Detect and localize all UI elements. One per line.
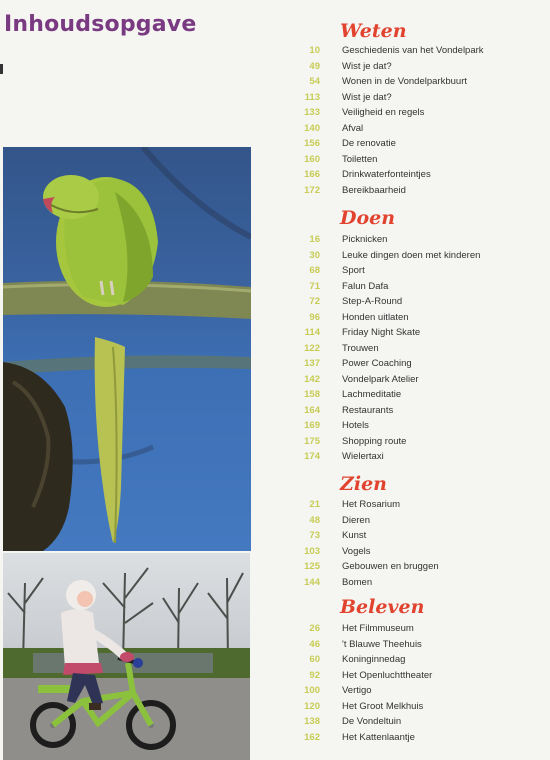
page-number: 125 xyxy=(304,561,320,572)
toc-entry xyxy=(300,559,540,574)
page-number: 172 xyxy=(304,184,320,196)
page-edge-mark xyxy=(0,64,3,74)
entry-label: De Vondeltuin xyxy=(342,716,402,727)
entry-label: Het Kattenlaantje xyxy=(342,731,415,743)
toc-entry xyxy=(300,121,540,136)
entry-label: Vondelpark Atelier xyxy=(342,373,419,385)
toc-entry xyxy=(300,90,540,105)
entry-label: Het Rosarium xyxy=(342,499,401,510)
page-number: 169 xyxy=(304,420,320,431)
entry-label: Dieren xyxy=(342,514,370,526)
page-number: 144 xyxy=(304,576,320,588)
toc-entry xyxy=(300,263,540,278)
toc-entry xyxy=(300,387,540,402)
entry-label: Picknicken xyxy=(342,234,388,245)
entry-label: Restaurants xyxy=(342,404,394,416)
toc-entry xyxy=(300,528,540,543)
toc-entry xyxy=(300,136,540,151)
entry-label: Wist je dat? xyxy=(342,60,392,72)
entry-label: Het Groot Melkhuis xyxy=(342,700,424,712)
entry-label: Het Filmmuseum xyxy=(342,623,414,634)
toc-entry xyxy=(300,652,540,667)
toc-entry xyxy=(300,403,540,418)
page-number: 16 xyxy=(309,234,320,245)
toc-entry xyxy=(300,699,540,714)
page-number: 21 xyxy=(309,499,320,510)
toc-entry xyxy=(300,294,540,309)
entry-label: Toiletten xyxy=(342,153,378,165)
page-number: 92 xyxy=(309,669,320,681)
entry-label: 't Blauwe Theehuis xyxy=(342,638,422,650)
page-number: 122 xyxy=(304,342,320,354)
page-number: 103 xyxy=(304,545,320,557)
entry-label: Afval xyxy=(342,122,364,134)
toc-entry xyxy=(300,372,540,387)
page-number: 133 xyxy=(304,107,320,118)
entry-label: Leuke dingen doen met kinderen xyxy=(342,249,481,261)
entry-label: Lachmeditatie xyxy=(342,389,402,400)
toc-entry xyxy=(300,714,540,729)
page-number: 138 xyxy=(304,716,320,727)
page-number: 162 xyxy=(304,731,320,743)
entry-label: Veiligheid en regels xyxy=(342,107,425,118)
entry-label: Step-A-Round xyxy=(342,296,403,307)
entry-label: Geschiedenis van het Vondelpark xyxy=(342,45,484,56)
toc-entry xyxy=(300,248,540,263)
page-number: 72 xyxy=(309,296,320,307)
toc-entry xyxy=(300,152,540,167)
toc-entry xyxy=(300,668,540,683)
toc-entry xyxy=(300,325,540,340)
entry-label: Trouwen xyxy=(342,342,379,354)
toc-entry xyxy=(300,621,540,636)
entry-label: Wonen in de Vondelparkbuurt xyxy=(342,76,467,87)
page-number: 175 xyxy=(304,435,320,447)
page-number: 73 xyxy=(309,530,320,541)
toc-entry xyxy=(300,105,540,120)
page-number: 68 xyxy=(309,265,320,276)
page-number: 49 xyxy=(309,60,320,72)
toc-entry xyxy=(300,279,540,294)
entry-label: Falun Dafa xyxy=(342,280,389,292)
entry-label: Power Coaching xyxy=(342,358,412,369)
entry-label: Bereikbaarheid xyxy=(342,184,406,196)
page-number: 158 xyxy=(304,389,320,400)
page-number: 120 xyxy=(304,700,320,712)
entry-label: De renovatie xyxy=(342,138,396,149)
toc-entry xyxy=(300,232,540,247)
entry-label: Hotels xyxy=(342,420,369,431)
entry-label: Friday Night Skate xyxy=(342,327,421,338)
toc-entry xyxy=(300,183,540,198)
toc-entry xyxy=(300,449,540,464)
toc-entry xyxy=(300,434,540,449)
toc-entry xyxy=(300,341,540,356)
toc-entry xyxy=(300,497,540,512)
page-number: 114 xyxy=(304,327,320,338)
page-number: 46 xyxy=(309,638,320,650)
toc-entry xyxy=(300,683,540,698)
page-number: 100 xyxy=(304,685,320,696)
page-number: 60 xyxy=(309,654,320,665)
page-number: 160 xyxy=(304,153,320,165)
section-title: Doen xyxy=(340,207,396,229)
toc-entry xyxy=(300,513,540,528)
page-title: Inhoudsopgave xyxy=(4,12,197,37)
page-number: 164 xyxy=(304,404,320,416)
page-number: 48 xyxy=(309,514,320,526)
entry-label: Kunst xyxy=(342,530,367,541)
entry-label: Honden uitlaten xyxy=(342,311,409,323)
toc-entry xyxy=(300,59,540,74)
entry-label: Drinkwaterfonteintjes xyxy=(342,169,431,180)
entry-label: Vogels xyxy=(342,545,371,557)
toc-entry xyxy=(300,43,540,58)
page-number: 166 xyxy=(304,169,320,180)
page-number: 10 xyxy=(309,45,320,56)
entry-label: Koninginnedag xyxy=(342,654,406,665)
toc-entry xyxy=(300,575,540,590)
entry-label: Wist je dat? xyxy=(342,91,392,103)
section-title: Zien xyxy=(340,473,387,495)
page-number: 71 xyxy=(309,280,320,292)
page-number: 174 xyxy=(304,451,320,462)
child-on-bike-photo xyxy=(3,553,250,760)
entry-label: Bomen xyxy=(342,576,373,588)
page-number: 140 xyxy=(304,122,320,134)
toc-entry xyxy=(300,74,540,89)
section-title: Weten xyxy=(340,20,407,42)
toc-entry xyxy=(300,310,540,325)
entry-label: Shopping route xyxy=(342,435,407,447)
entry-label: Wielertaxi xyxy=(342,451,384,462)
page-number: 137 xyxy=(304,358,320,369)
toc-entry xyxy=(300,544,540,559)
toc-entry xyxy=(300,356,540,371)
entry-label: Vertigo xyxy=(342,685,372,696)
entry-label: Sport xyxy=(342,265,365,276)
toc-entry xyxy=(300,730,540,745)
toc-entry xyxy=(300,418,540,433)
page-number: 113 xyxy=(304,91,320,103)
page-number: 54 xyxy=(309,76,320,87)
page-number: 26 xyxy=(309,623,320,634)
entry-label: Het Openluchttheater xyxy=(342,669,433,681)
page-number: 156 xyxy=(304,138,320,149)
toc-entry xyxy=(300,637,540,652)
section-title: Beleven xyxy=(340,596,425,618)
toc-entry xyxy=(300,167,540,182)
page-number: 96 xyxy=(309,311,320,323)
page-number: 30 xyxy=(309,249,320,261)
page-number: 142 xyxy=(304,373,320,385)
parakeet-photo xyxy=(3,147,251,551)
entry-label: Gebouwen en bruggen xyxy=(342,561,439,572)
